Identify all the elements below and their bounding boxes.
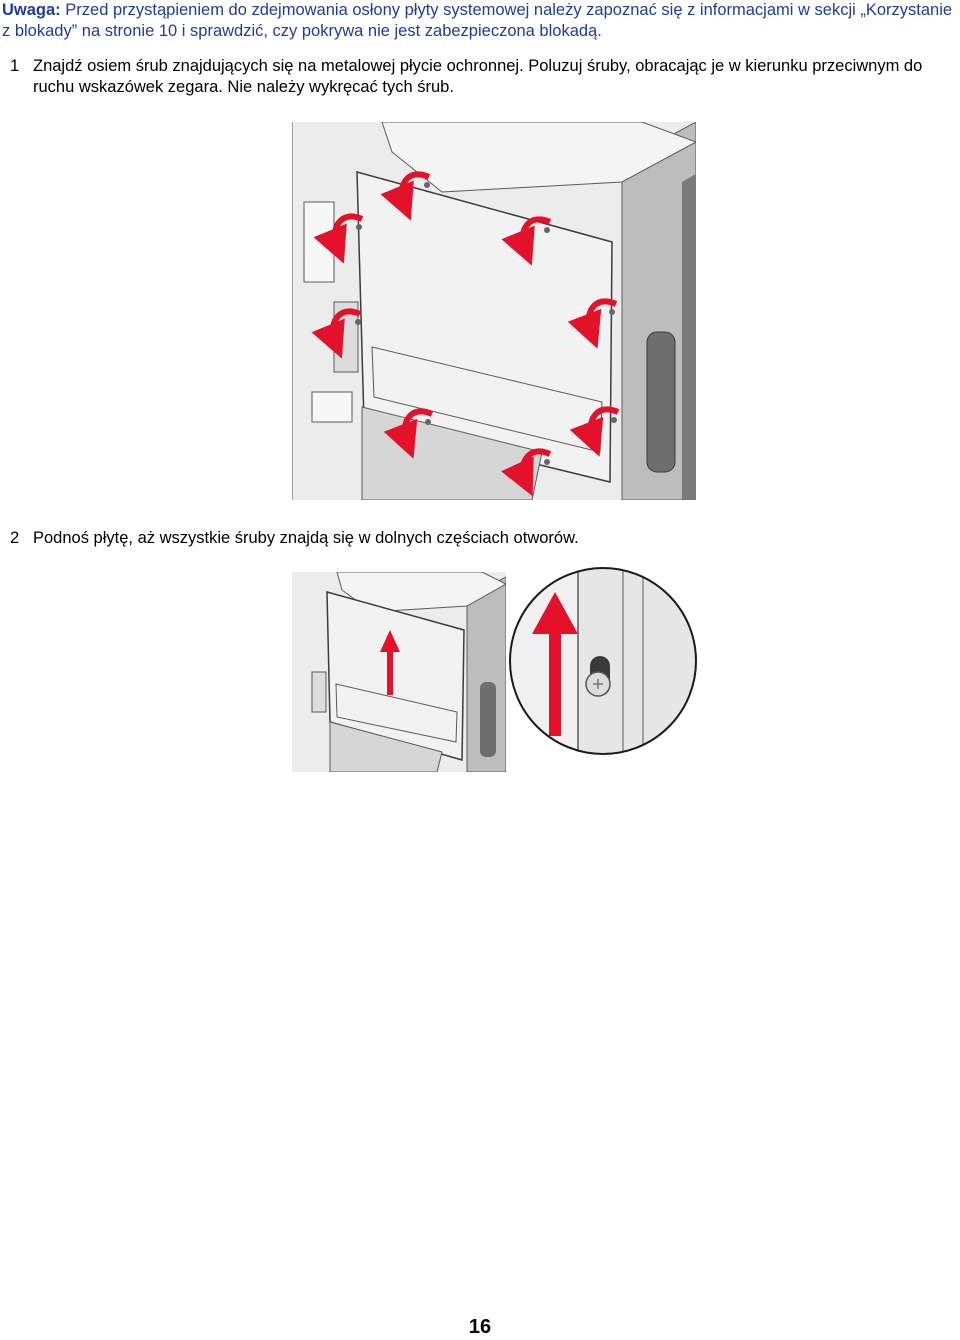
side-shadow [682,174,696,500]
page-number: 16 [468,1316,492,1338]
note-label: Uwaga: [2,1,61,19]
step-text: Znajdź osiem śrub znajdujących się na metalowej płycie ochronnej. Poluzuj śruby, obracając je w kierunku przeciwnym do ruchu wskazówek zegara. Nie należy wykręcać tych śrub. [33,57,923,96]
note-text: Przed przystąpieniem do zdejmowania osłony płyty systemowej należy zapoznać się z informacjami w sekcji „Korzystanie z blokady” na stronie 10 i sprawdzić, czy pokrywa nie jest zabezpieczona blokadą. [2,1,953,40]
side-handle [480,682,496,757]
power-socket [312,672,326,712]
step-text: Podnoś płytę, aż wszystkie śruby znajdą się w dolnych częściach otworów. [33,529,579,547]
figure-loosen-screws [292,122,696,500]
step-number: 2 [10,529,20,547]
note-paragraph [2,0,958,42]
step-number: 1 [10,57,20,75]
label-plate [312,392,352,422]
side-handle [647,332,675,472]
connector-panel [304,202,334,282]
figure-screw-detail [508,566,698,756]
figure-lift-plate [292,572,506,772]
